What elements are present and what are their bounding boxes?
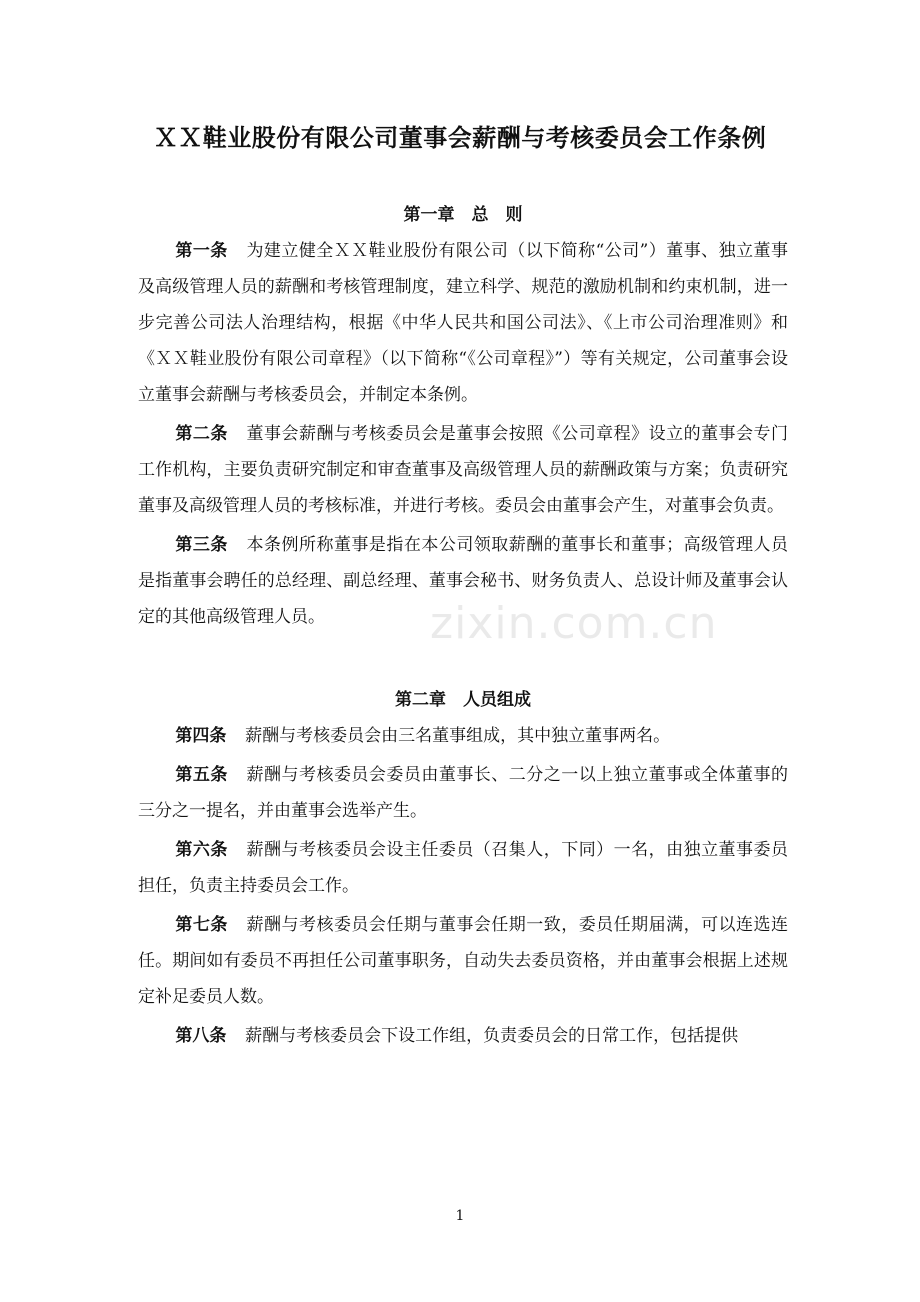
article-text: 薪酬与考核委员会下设工作组，负责委员会的日常工作，包括提供 bbox=[245, 1026, 739, 1046]
article-number: 第七条 bbox=[175, 915, 228, 935]
document-title: ＸＸ鞋业股份有限公司董事会薪酬与考核委员会工作条例 bbox=[153, 124, 767, 152]
document-body bbox=[138, 200, 788, 1054]
watermark: zixin.com.cn bbox=[430, 598, 718, 649]
article-text: 薪酬与考核委员会任期与董事会任期一致，委员任期届满，可以连选连任。期间如有委员不再担任公司董事职务，自动失去委员资格，并由董事会根据上述规定补足委员人数。 bbox=[138, 915, 789, 1007]
page-number: 1 bbox=[455, 1208, 465, 1224]
article-number: 第八条 bbox=[175, 1026, 227, 1046]
article-number: 第三条 bbox=[175, 535, 228, 555]
article-number: 第一条 bbox=[175, 241, 228, 261]
article-number: 第四条 bbox=[175, 726, 227, 746]
article-6 bbox=[138, 832, 788, 904]
article-text: 董事会薪酬与考核委员会是董事会按照《公司章程》设立的董事会专门工作机构，主要负责研究制定和审查董事及高级管理人员的薪酬政策与方案；负责研究董事及高级管理人员的考核标准，并进行考核。委员会由董事会产生，对董事会负责。 bbox=[138, 424, 789, 516]
article-8 bbox=[138, 1018, 788, 1054]
article-number: 第二条 bbox=[175, 424, 228, 444]
article-2 bbox=[138, 416, 788, 524]
article-text: 薪酬与考核委员会委员由董事长、二分之一以上独立董事或全体董事的三分之一提名，并由董事会选举产生。 bbox=[138, 765, 789, 821]
article-text: 本条例所称董事是指在本公司领取薪酬的董事长和董事；高级管理人员是指董事会聘任的总经理、副总经理、董事会秘书、财务负责人、总设计师及董事会认定的其他高级管理人员。 bbox=[138, 535, 789, 627]
article-7 bbox=[138, 907, 788, 1015]
article-5 bbox=[138, 757, 788, 829]
article-text: 薪酬与考核委员会由三名董事组成，其中独立董事两名。 bbox=[245, 726, 671, 746]
article-text: 薪酬与考核委员会设主任委员（召集人，下同）一名，由独立董事委员担任，负责主持委员会工作。 bbox=[138, 840, 789, 896]
article-4 bbox=[138, 718, 788, 754]
article-1 bbox=[138, 233, 788, 413]
chapter-1 bbox=[138, 200, 788, 635]
article-text: 为建立健全ＸＸ鞋业股份有限公司（以下简称“公司”）董事、独立董事及高级管理人员的薪酬和考核管理制度，建立科学、规范的激励机制和约束机制，进一步完善公司法人治理结构，根据《中华人民共和国公司法》、《上市公司治理准则》和《ＸＸ鞋业股份有限公司章程》（以下简称“《公司章程》”）等有关规定，公司董事会设立董事会薪酬与考核委员会，并制定本条例。 bbox=[138, 241, 788, 405]
article-3 bbox=[138, 527, 788, 635]
chapter-2 bbox=[138, 685, 788, 1054]
article-number: 第六条 bbox=[175, 840, 228, 860]
chapter-heading: 第二章 人员组成 bbox=[395, 690, 531, 710]
chapter-heading: 第一章 总 则 bbox=[403, 205, 523, 225]
article-number: 第五条 bbox=[175, 765, 228, 785]
